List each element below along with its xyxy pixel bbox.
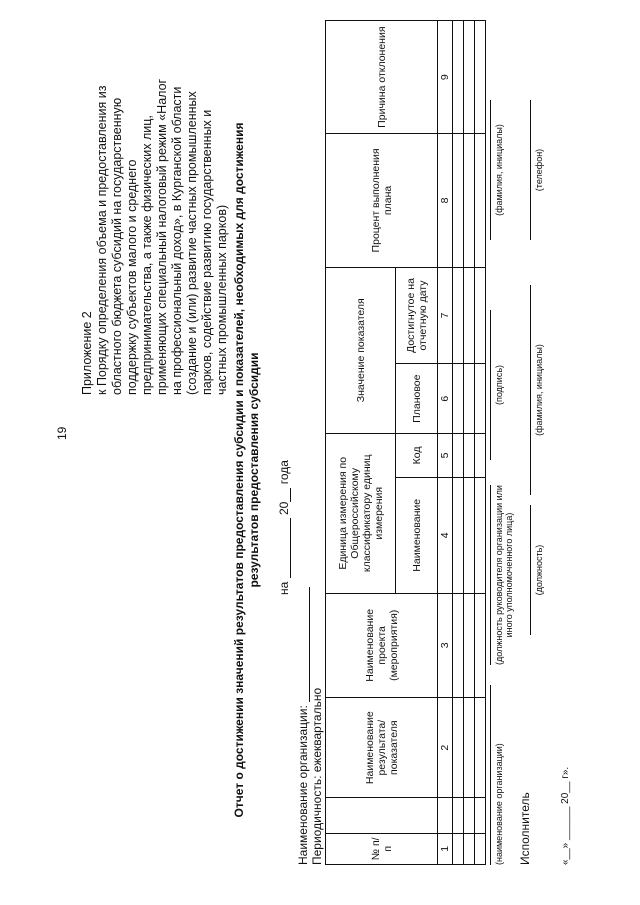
header-value: Значение показателя [326, 267, 396, 433]
org-blank [309, 587, 310, 702]
table-cell [453, 833, 464, 864]
header-value-actual: Достигнутое на отчетную дату [396, 267, 438, 364]
table-cell [464, 477, 475, 593]
header-blank [326, 798, 438, 833]
table-cell [475, 21, 486, 134]
frequency-line: Периодичность: ежеквартально [310, 687, 324, 865]
org-line [296, 587, 310, 865]
org-name-caption: (наименование организации) [494, 743, 504, 865]
head-position-caption: (должность руководителя организации или иного уполномоченного лица) [494, 485, 514, 665]
table-cell [475, 833, 486, 864]
report-title-line1: Отчет о достижении значений результатов предоставления субсидии и показателей, необходимых для достижения [232, 122, 246, 818]
header-result: Наименование результата/ показателя [326, 698, 438, 798]
table-cell [453, 698, 464, 798]
report-title [232, 65, 262, 875]
table-cell [464, 433, 475, 477]
executor-label: Исполнитель [518, 792, 532, 865]
appendix-line: парков, содействие развитию государственных и [200, 109, 214, 395]
col-number-cell: 1 [438, 833, 453, 864]
table-cell [464, 267, 475, 364]
period-prefix: на [277, 581, 291, 595]
col-number-cell: 2 [438, 698, 453, 798]
table-cell [475, 698, 486, 798]
header-unit: Единица измерения по Общероссийскому классификатору единиц измерения [326, 433, 396, 593]
table-cell [453, 433, 464, 477]
appendix-line: на профессиональный доход», в Курганской области [170, 86, 184, 395]
org-label: Наименование организации: [296, 705, 310, 865]
header-unit-name: Наименование [396, 477, 438, 593]
position-caption: (должность) [534, 544, 544, 596]
table-row [475, 21, 486, 865]
col-number-cell: 6 [438, 364, 453, 434]
table-row [453, 21, 464, 865]
appendix-line: областного бюджета субсидий на государственную [110, 97, 124, 395]
col-number-cell: 4 [438, 477, 453, 593]
appendix-line: к Порядку определения объема и предоставления из [95, 85, 109, 395]
table-cell [453, 267, 464, 364]
appendix-block [80, 35, 230, 395]
org-name-line [490, 685, 491, 865]
col-number-cell: 3 [438, 593, 453, 697]
appendix-line: (создание и (или) развитие частных промышленных [185, 91, 199, 395]
fio1-line [490, 100, 491, 240]
table-cell [475, 364, 486, 434]
table-cell [464, 593, 475, 697]
signature-line [490, 310, 491, 460]
table-cell [464, 364, 475, 434]
table-cell [453, 134, 464, 267]
header-project: Наименование проекта (мероприятия) [326, 593, 438, 697]
appendix-line: частных промышленных парков) [215, 204, 229, 395]
period-blank [290, 518, 291, 578]
header-unit-code: Код [396, 433, 438, 477]
table-row [464, 21, 475, 865]
year-blank [290, 488, 291, 502]
table-cell [464, 833, 475, 864]
table-cell [464, 698, 475, 798]
page-number: 19 [55, 426, 69, 440]
table-cell [453, 364, 464, 434]
appendix-line: поддержку субъектов малого и среднего [125, 159, 139, 395]
header-percent: Процент выполнения плана [326, 134, 438, 267]
table-cell [464, 134, 475, 267]
col-number-cell: 5 [438, 433, 453, 477]
table-cell [453, 798, 464, 833]
col-number-cell: 7 [438, 267, 453, 364]
report-table [325, 20, 486, 865]
period-suffix: года [277, 460, 291, 485]
report-period [277, 460, 291, 595]
table-cell [475, 477, 486, 593]
col-number-cell: 8 [438, 134, 453, 267]
table-cell [453, 21, 464, 134]
col-number-cell: 9 [438, 21, 453, 134]
header-num: № п/п [326, 833, 438, 864]
position-line [530, 505, 531, 635]
table-cell [453, 477, 464, 593]
header-reason: Причина отклонения [326, 21, 438, 134]
table-cell [475, 593, 486, 697]
table-cell [475, 267, 486, 364]
report-title-line2: результатов предоставления субсидии [247, 352, 261, 588]
table-cell [475, 134, 486, 267]
appendix-line: применяющих специальный налоговый режим «Налог [155, 78, 169, 395]
appendix-line: предпринимательства, а также физических лиц, [140, 115, 154, 395]
head-position-line [490, 485, 491, 665]
table-cell [464, 21, 475, 134]
date-line: «__» ______ 20__ г». [560, 766, 571, 865]
table-cell [475, 433, 486, 477]
fio2-line [530, 285, 531, 495]
col-number-cell [438, 798, 453, 833]
appendix-line: Приложение 2 [80, 311, 94, 395]
fio2-caption: (фамилия, инициалы) [534, 344, 544, 436]
table-cell [464, 798, 475, 833]
phone-caption: (телефон) [534, 148, 544, 192]
table-cell [453, 593, 464, 697]
header-value-plan: Плановое [396, 364, 438, 434]
signature-caption: (подпись) [494, 364, 504, 406]
period-mid: 20 [277, 501, 291, 515]
table-cell [475, 798, 486, 833]
phone-line [530, 100, 531, 240]
fio1-caption: (фамилия, инициалы) [494, 124, 504, 216]
